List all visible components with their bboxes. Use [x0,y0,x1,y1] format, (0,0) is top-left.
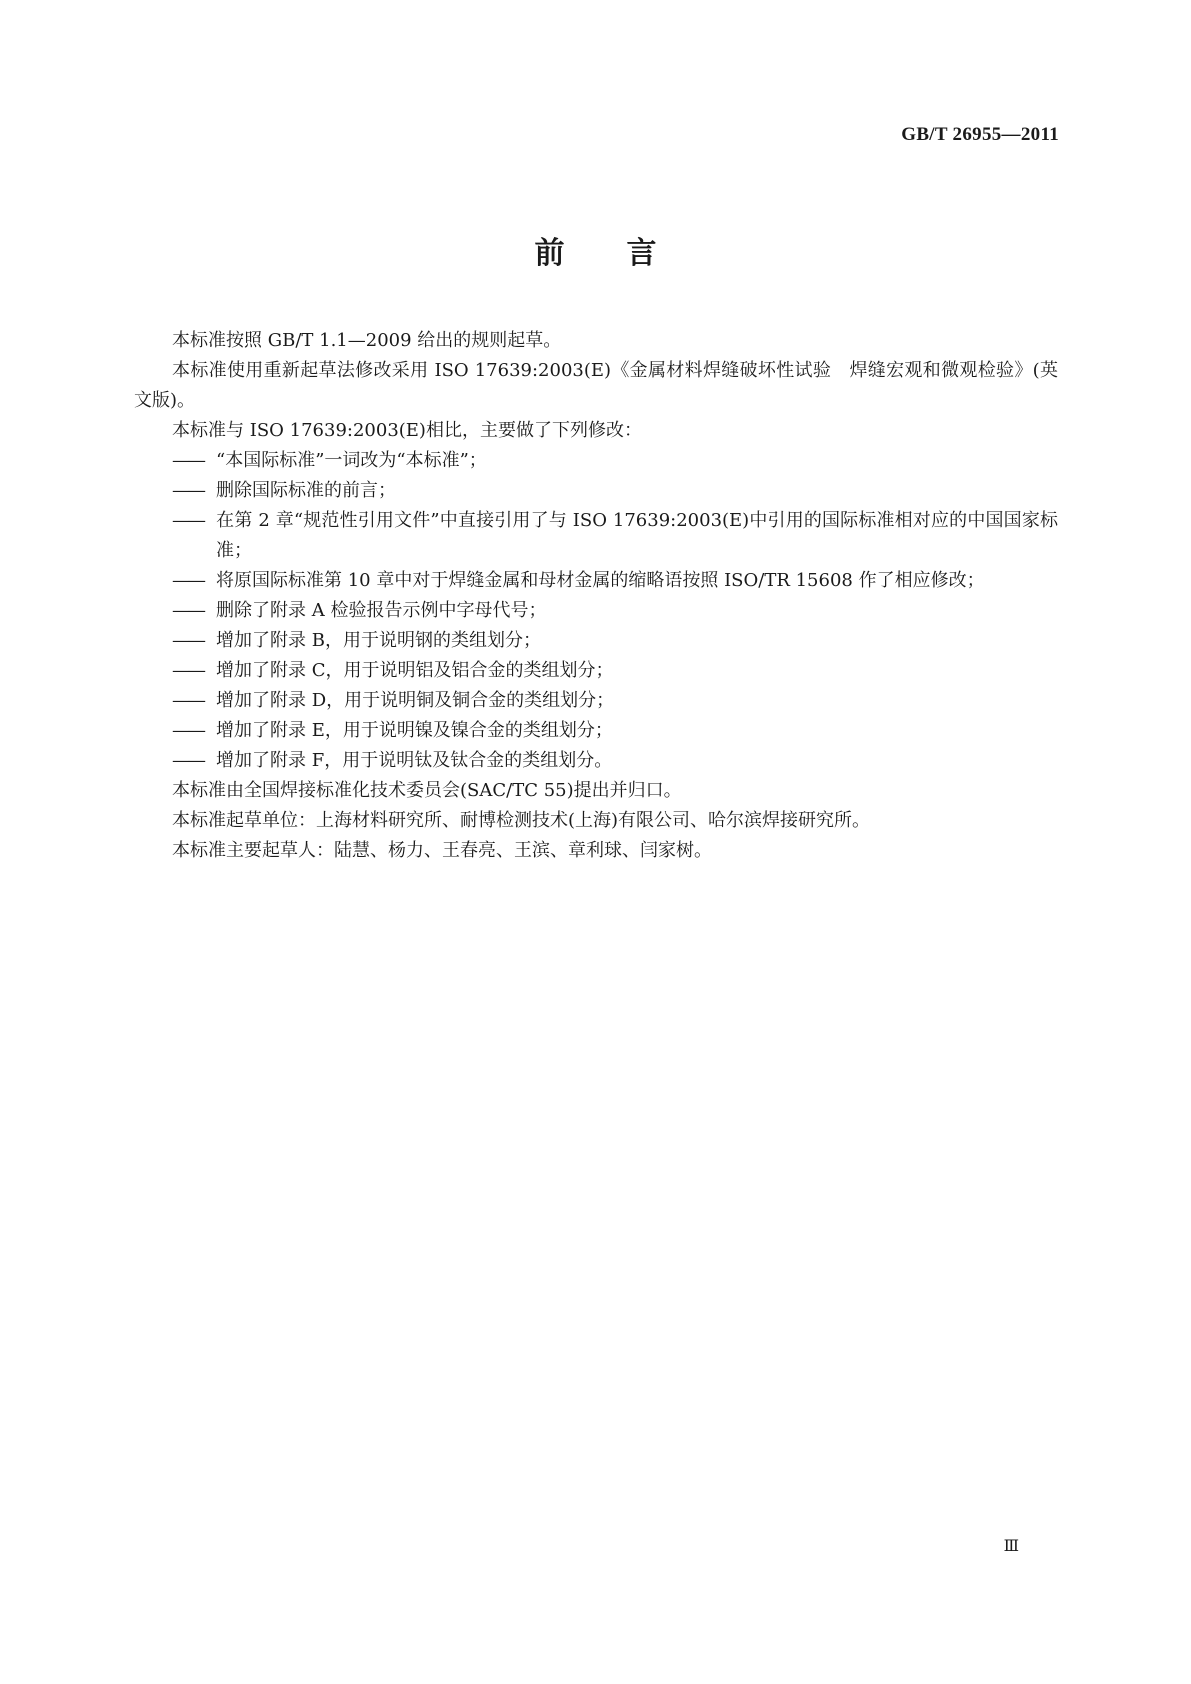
list-dash: —— [172,630,204,651]
paragraph: 本标准按照 GB/T 1.1—2009 给出的规则起草。 [172,330,562,351]
paragraph: 本标准由全国焊接标准化技术委员会(SAC/TC 55)提出并归口。 [172,780,682,801]
list-item-text: 删除国际标准的前言； [216,480,396,501]
list-item-text: “本国际标准”一词改为“本标准”； [216,450,487,471]
list-dash: —— [172,750,204,771]
list-dash: —— [172,690,204,711]
paragraph: 本标准起草单位：上海材料研究所、耐博检测技术(上海)有限公司、哈尔滨焊接研究所。 [172,810,871,831]
paragraph: 本标准主要起草人：陆慧、杨力、王春亮、王滨、章利球、闫家树。 [172,840,712,861]
paragraph: 本标准使用重新起草法修改采用 ISO 17639:2003(E)《金属材料焊缝破坏性试验 焊缝宏观和微观检验》(英文版)。 [134,360,1058,411]
list-item-text: 增加了附录 B，用于说明钢的类组划分； [216,630,541,651]
list-dash: —— [172,510,204,531]
list-item-text: 增加了附录 F，用于说明钛及钛合金的类组划分。 [216,750,613,771]
list-dash: —— [172,480,204,501]
list-item [134,446,1058,476]
list-dash: —— [172,570,204,591]
list-item [134,686,1058,716]
list-item [134,506,1058,566]
list-item [134,566,1058,596]
list-item-text: 增加了附录 C，用于说明铝及铝合金的类组划分； [216,660,614,681]
list-item [134,656,1058,686]
paragraph: 本标准与 ISO 17639:2003(E)相比，主要做了下列修改： [172,420,642,441]
list-item [134,716,1058,746]
page-number: Ⅲ [1003,1538,1019,1555]
list-item-text: 增加了附录 E，用于说明镍及镍合金的类组划分； [216,720,613,741]
standard-code: GB/T 26955—2011 [901,124,1059,145]
list-dash: —— [172,600,204,621]
list-item [134,476,1058,506]
list-item-text: 将原国际标准第 10 章中对于焊缝金属和母材金属的缩略语按照 ISO/TR 15608 作了相应修改； [216,570,985,591]
list-item [134,626,1058,656]
foreword-body [134,326,1058,866]
page-title: 前言 [534,236,719,271]
list-item [134,596,1058,626]
list-item-text: 在第 2 章“规范性引用文件”中直接引用了与 ISO 17639:2003(E)中引用的国际标准相对应的中国国家标准； [216,510,1058,561]
list-dash: —— [172,720,204,741]
list-item [134,746,1058,776]
list-item-text: 删除了附录 A 检验报告示例中字母代号； [216,600,547,621]
list-item-text: 增加了附录 D，用于说明铜及铜合金的类组划分； [216,690,615,711]
list-dash: —— [172,660,204,681]
list-dash: —— [172,450,204,471]
